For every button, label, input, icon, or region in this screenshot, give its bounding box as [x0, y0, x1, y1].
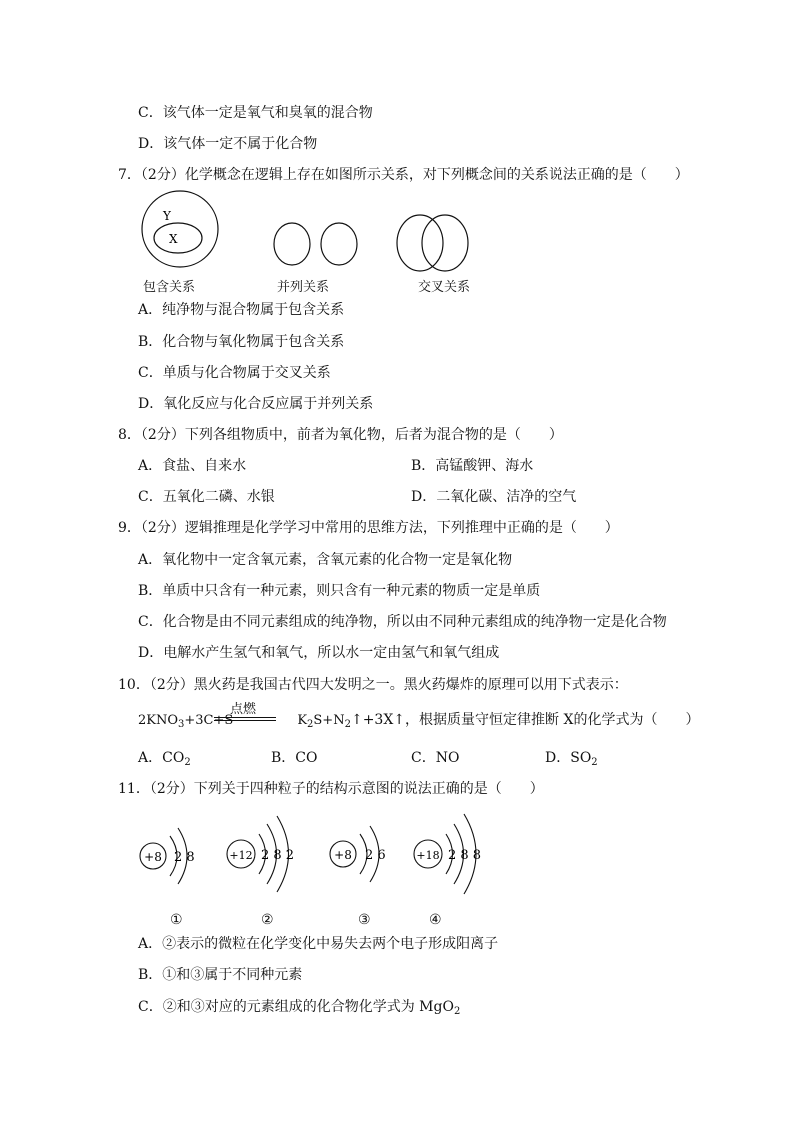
atom-label-1: ① [170, 912, 183, 928]
q11-option-c: C．②和③对应的元素组成的化合物化学式为 MgO$_2$ [138, 999, 461, 1017]
intersect-circle-right [422, 215, 468, 271]
q9-option-c: C．化合物是由不同元素组成的纯净物，所以由不同种元素组成的纯净物一定是化合物 [138, 614, 667, 630]
q8-option-d: D．二氧化碳、洁净的空气 [411, 489, 577, 505]
inclusion-outer-circle [142, 191, 218, 267]
nucleus-charge: +8 [144, 850, 162, 864]
atom-2 [227, 816, 294, 892]
q8-option-b: B．高锰酸钾、海水 [411, 458, 534, 474]
q8-option-a: A．食盐、自来水 [138, 458, 247, 474]
q7-option-d: D．氧化反应与化合反应属于并列关系 [138, 396, 374, 412]
electron-shells: 2 8 2 [261, 848, 295, 863]
q10-option-c: C．NO [411, 750, 460, 766]
q7-option-b: B．化合物与氧化物属于包含关系 [138, 334, 345, 350]
q10-option-d: D．$SO_2$ [545, 750, 598, 768]
atom-label-3: ③ [358, 912, 371, 928]
q7-option-a: A．纯净物与混合物属于包含关系 [138, 302, 345, 318]
caption-inclusion: 包含关系 [143, 280, 196, 295]
intersect-circle-left [397, 215, 443, 271]
parallel-circle-right [321, 223, 357, 265]
atomic-structure-diagrams [130, 800, 510, 900]
concept-relationship-diagram [138, 188, 498, 278]
q6-option-c: C．该气体一定是氧气和臭氧的混合物 [138, 105, 373, 121]
q6-option-d: D．该气体一定不属于化合物 [138, 136, 318, 152]
atom-label-4: ④ [429, 912, 442, 928]
nucleus-charge: +8 [334, 848, 352, 862]
q9-option-b: B．单质中只含有一种元素，则只含有一种元素的物质一定是单质 [138, 583, 541, 599]
electron-shells: 2 8 [174, 850, 195, 865]
q9-option-a: A．氧化物中一定含氧元素，含氧元素的化合物一定是氧化物 [138, 552, 513, 568]
label-y: Y [163, 209, 171, 223]
atom-3 [330, 826, 386, 882]
q8-stem: 8．（2分）下列各组物质中，前者为氧化物，后者为混合物的是（ ） [118, 427, 563, 443]
atom-1 [140, 828, 195, 884]
atom-label-2: ② [261, 912, 274, 928]
atom-4 [414, 814, 481, 894]
q9-option-d: D．电解水产生氢气和氧气，所以水一定由氢气和氧气组成 [138, 645, 500, 661]
reaction-equation: $2KNO_3+3C+S$ $K_2S+N_2↑+3X↑$，根据质量守恒定律推断 X的化学式为（ ） [138, 712, 700, 730]
q11-option-a: A．②表示的微粒在化学变化中易失去两个电子形成阳离子 [138, 936, 499, 952]
nucleus-charge: +18 [416, 849, 440, 862]
q11-stem: 11．（2分）下列关于四种粒子的结构示意图的说法正确的是（ ） [118, 781, 544, 797]
q9-stem: 9．（2分）逻辑推理是化学学习中常用的思维方法，下列推理中正确的是（ ） [118, 520, 619, 536]
q8-option-c: C．五氧化二磷、水银 [138, 489, 275, 505]
q7-option-c: C．单质与化合物属于交叉关系 [138, 365, 331, 381]
electron-shells: 2 8 8 [448, 848, 482, 863]
reaction-condition: 点燃 [230, 702, 257, 717]
q11-option-b: B．①和③属于不同种元素 [138, 967, 303, 983]
caption-intersect: 交叉关系 [418, 280, 471, 295]
q10-option-b: B．CO [271, 750, 318, 766]
label-x: X [169, 232, 178, 246]
electron-shells: 2 6 [365, 848, 386, 863]
q7-stem: 7．（2分）化学概念在逻辑上存在如图所示关系，对下列概念间的关系说法正确的是（ ） [118, 167, 689, 183]
q10-stem: 10．（2分）黑火药是我国古代四大发明之一。黑火药爆炸的原理可以用下式表示： [118, 677, 628, 693]
inclusion-inner-ellipse [154, 223, 202, 253]
q10-option-a: A．$CO_2$ [138, 750, 191, 768]
nucleus-charge: +12 [229, 849, 253, 862]
parallel-circle-left [274, 223, 310, 265]
caption-parallel: 并列关系 [277, 280, 330, 295]
